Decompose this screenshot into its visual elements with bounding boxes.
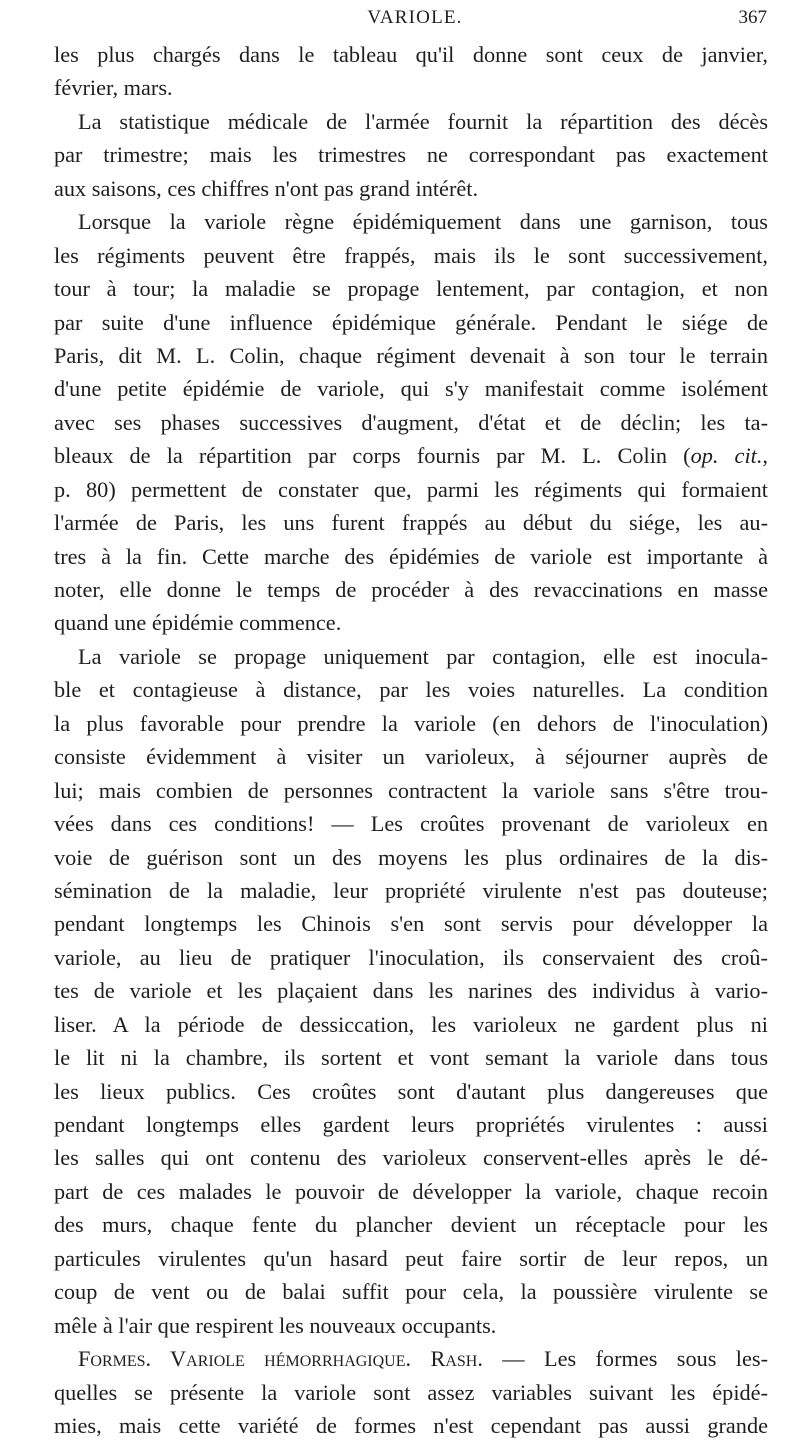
text-line: la plus favorable pour prendre la variole (en dehors de l'inoculation) [54, 710, 768, 736]
paragraph-start-line: La statistique médicale de l'armée fournit la répartition des décès [78, 108, 768, 134]
line-text: , [762, 443, 768, 469]
text-line: quand une épidémie commence. [54, 610, 342, 636]
text-line: vées dans ces conditions! — Les croûtes provenant de varioleux en [54, 811, 768, 837]
text-line: les lieux publics. Ces croûtes sont d'autant plus dangereuses que [54, 1078, 768, 1104]
text-line: par suite d'une influence épidémique générale. Pendant le siége de [54, 309, 768, 335]
text-line-with-citation [54, 439, 768, 472]
body-text [54, 38, 768, 1442]
text-line: les régiments peuvent être frappés, mais ils le sont successivement, [54, 242, 768, 268]
text-line: tes de variole et les plaçaient dans les narines des individus à vario- [54, 978, 768, 1004]
text-line: consiste évidemment à visiter un varioleux, à séjourner auprès de [54, 744, 768, 770]
text-line: des murs, chaque fente du plancher devient un réceptacle pour les [54, 1212, 768, 1238]
text-line: ble et contagieuse à distance, par les voies naturelles. La condition [54, 677, 768, 703]
section-heading-line [54, 1342, 768, 1375]
paragraph-start-line: Lorsque la variole règne épidémiquement dans une garnison, tous [78, 209, 768, 235]
citation-italic: op. cit. [690, 443, 763, 469]
text-line: mêle à l'air que respirent les nouveaux occupants. [54, 1312, 497, 1338]
text-line: sémination de la maladie, leur propriété virulente n'est pas douteuse; [54, 877, 768, 903]
line-text: bleaux de la répartition par corps fournis par M. L. Colin ( [54, 443, 691, 469]
page-number: 367 [738, 7, 767, 28]
text-line: aux saisons, ces chiffres n'ont pas grand intérêt. [54, 175, 479, 201]
text-line: variole, au lieu de pratiquer l'inoculation, ils conservaient des croû- [54, 944, 768, 970]
text-line: mies, mais cette variété de formes n'est cependant pas aussi grande [54, 1412, 768, 1438]
text-line: d'une petite épidémie de variole, qui s'y manifestait comme isolément [54, 376, 768, 402]
text-line: les plus chargés dans le tableau qu'il donne sont ceux de janvier, [54, 42, 768, 67]
text-line: le lit ni la chambre, ils sortent et vont semant la variole dans tous [54, 1045, 768, 1071]
running-title: VARIOLE. [367, 7, 463, 28]
text-line: pendant longtemps les Chinois s'en sont servis pour développer la [54, 911, 768, 937]
text-line: l'armée de Paris, les uns furent frappés au début du siége, les au- [54, 510, 768, 536]
text-line: les salles qui ont contenu des varioleux conservent-elles après le dé- [54, 1145, 768, 1171]
text-line: lui; mais combien de personnes contractent la variole sans s'être trou- [54, 777, 768, 803]
line-text: — Les formes sous les- [482, 1346, 768, 1372]
text-line: tres à la fin. Cette marche des épidémies de variole est importante à [54, 543, 768, 569]
text-line: quelles se présente la variole sont assez variables suivant les épidé- [54, 1379, 768, 1405]
section-heading: Formes. Variole hémorrhagique. Rash. [78, 1346, 483, 1372]
page-header [0, 5, 800, 35]
text-line: coup de vent ou de balai suffit pour cela, la poussière virulente se [54, 1279, 768, 1305]
text-line: avec ses phases successives d'augment, d'état et de déclin; les ta- [54, 409, 768, 435]
text-line: noter, elle donne le temps de procéder à des revaccinations en masse [54, 577, 768, 602]
paragraph-start-line: La variole se propage uniquement par contagion, elle est inocula- [78, 643, 768, 669]
text-line: Paris, dit M. L. Colin, chaque régiment devenait à son tour le terrain [54, 342, 768, 368]
text-line: voie de guérison sont un des moyens les plus ordinaires de la dis- [54, 844, 768, 870]
text-line: pendant longtemps elles gardent leurs propriétés virulentes : aussi [54, 1112, 768, 1137]
text-line: particules virulentes qu'un hasard peut faire sortir de leur repos, un [54, 1245, 768, 1271]
text-line: février, mars. [54, 75, 173, 101]
text-line: part de ces malades le pouvoir de développer la variole, chaque recoin [54, 1178, 768, 1204]
text-line: p. 80) permettent de constater que, parmi les régiments qui formaient [54, 476, 768, 502]
text-line: tour à tour; la maladie se propage lentement, par contagion, et non [54, 276, 768, 302]
text-line: par trimestre; mais les trimestres ne correspondant pas exactement [54, 142, 768, 168]
text-line: liser. A la période de dessiccation, les varioleux ne gardent plus ni [54, 1011, 768, 1037]
